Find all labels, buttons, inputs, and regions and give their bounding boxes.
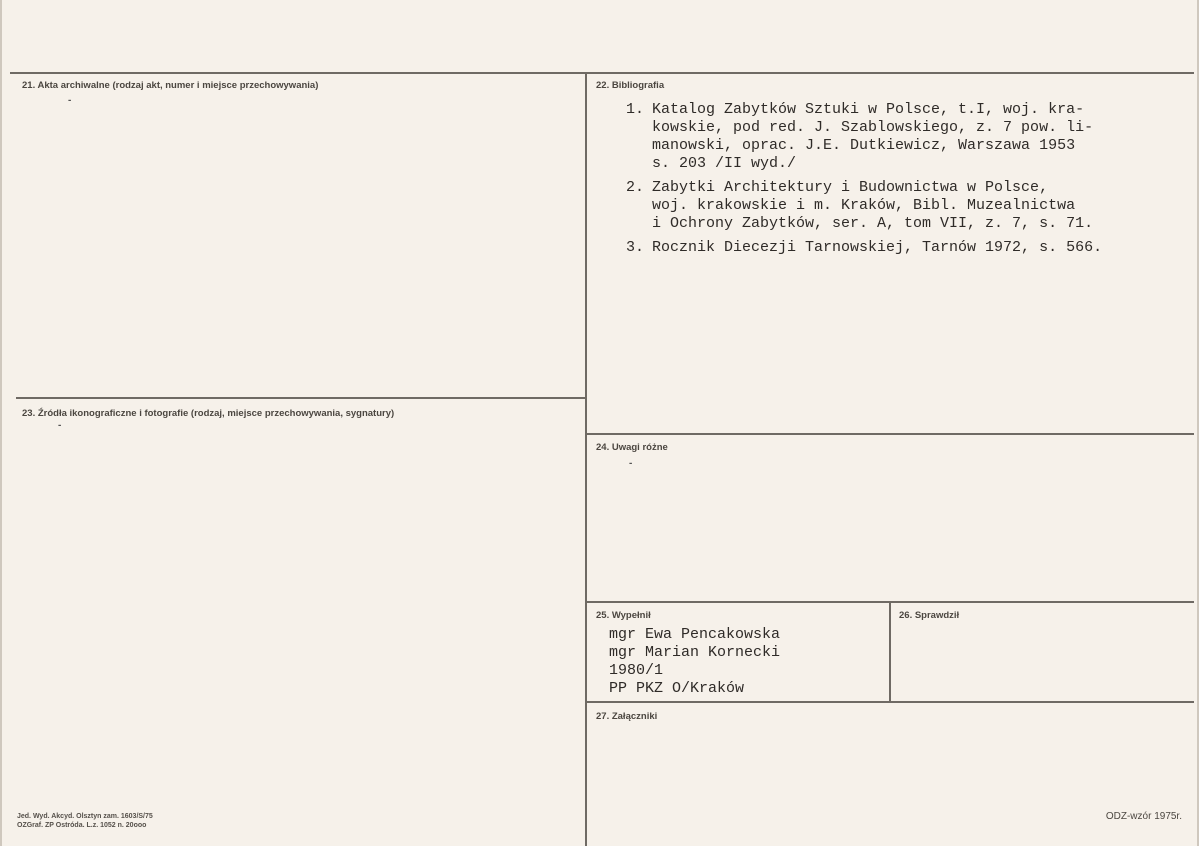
bibliography-entry — [608, 179, 1168, 233]
field-25-label: 25. Wypełnił — [596, 610, 651, 621]
entry-number: 1. — [625, 101, 644, 118]
field-22-label: 22. Bibliografia — [596, 80, 665, 91]
field-23-label: 23. Źródła ikonograficzne i fotografie (rodzaj, miejsce przechowywania, sygnatury) — [22, 408, 395, 419]
entry-line: i Ochrony Zabytków, ser. A, tom VII, z. 7, s. 71. — [652, 215, 1094, 232]
field-27-label: 27. Załączniki — [596, 711, 658, 722]
entry-line: s. 203 /II wyd./ — [652, 155, 797, 172]
top-rule — [10, 72, 1194, 74]
entry-line: Rocznik Diecezji Tarnowskiej, Tarnów 1972, s. 566. — [652, 239, 1103, 256]
field-26-label: 26. Sprawdził — [899, 610, 960, 621]
entry-number: 3. — [625, 239, 644, 256]
bibliography-entry — [608, 239, 1168, 257]
center-divider — [585, 72, 587, 846]
printer-imprint — [17, 812, 153, 830]
entry-number: 2. — [625, 179, 644, 196]
field-21-value: - — [68, 95, 72, 106]
printer-imprint-line: Jed. Wyd. Akcyd. Olsztyn zam. 1603/S/75 — [17, 813, 153, 820]
filled-by-line: PP PKZ O/Kraków — [609, 680, 745, 697]
entry-line: Katalog Zabytków Sztuki w Polsce, t.I, woj. kra- — [652, 101, 1085, 118]
field-21-label: 21. Akta archiwalne (rodzaj akt, numer i miejsce przechowywania) — [22, 80, 319, 91]
form-identifier: ODZ-wzór 1975r. — [1105, 811, 1182, 822]
filled-by-line: 1980/1 — [609, 662, 664, 679]
entry-line: manowski, oprac. J.E. Dutkiewicz, Warszawa 1953 — [652, 137, 1076, 154]
field-24-label: 24. Uwagi różne — [596, 442, 668, 453]
bibliography-list — [608, 101, 1168, 263]
divider-22-24 — [587, 433, 1194, 435]
entry-line: Zabytki Architektury i Budownictwa w Polsce, — [652, 179, 1049, 196]
divider-21-23 — [16, 397, 585, 399]
entry-line: kowskie, pod red. J. Szablowskiego, z. 7 pow. li- — [652, 119, 1094, 136]
entry-line: woj. krakowskie i m. Kraków, Bibl. Muzealnictwa — [652, 197, 1076, 214]
divider-25-27 — [587, 701, 1194, 703]
field-23-value: - — [58, 420, 62, 431]
bibliography-entry — [608, 101, 1168, 173]
filled-by-line: mgr Marian Kornecki — [609, 644, 781, 661]
filled-by-line: mgr Ewa Pencakowska — [609, 626, 781, 643]
filled-by-block — [609, 626, 780, 698]
divider-25-26 — [889, 601, 891, 702]
field-24-value: - — [629, 458, 633, 469]
printer-imprint-line: OZGraf. ZP Ostróda. L.z. 1052 n. 20ooo — [17, 822, 147, 829]
